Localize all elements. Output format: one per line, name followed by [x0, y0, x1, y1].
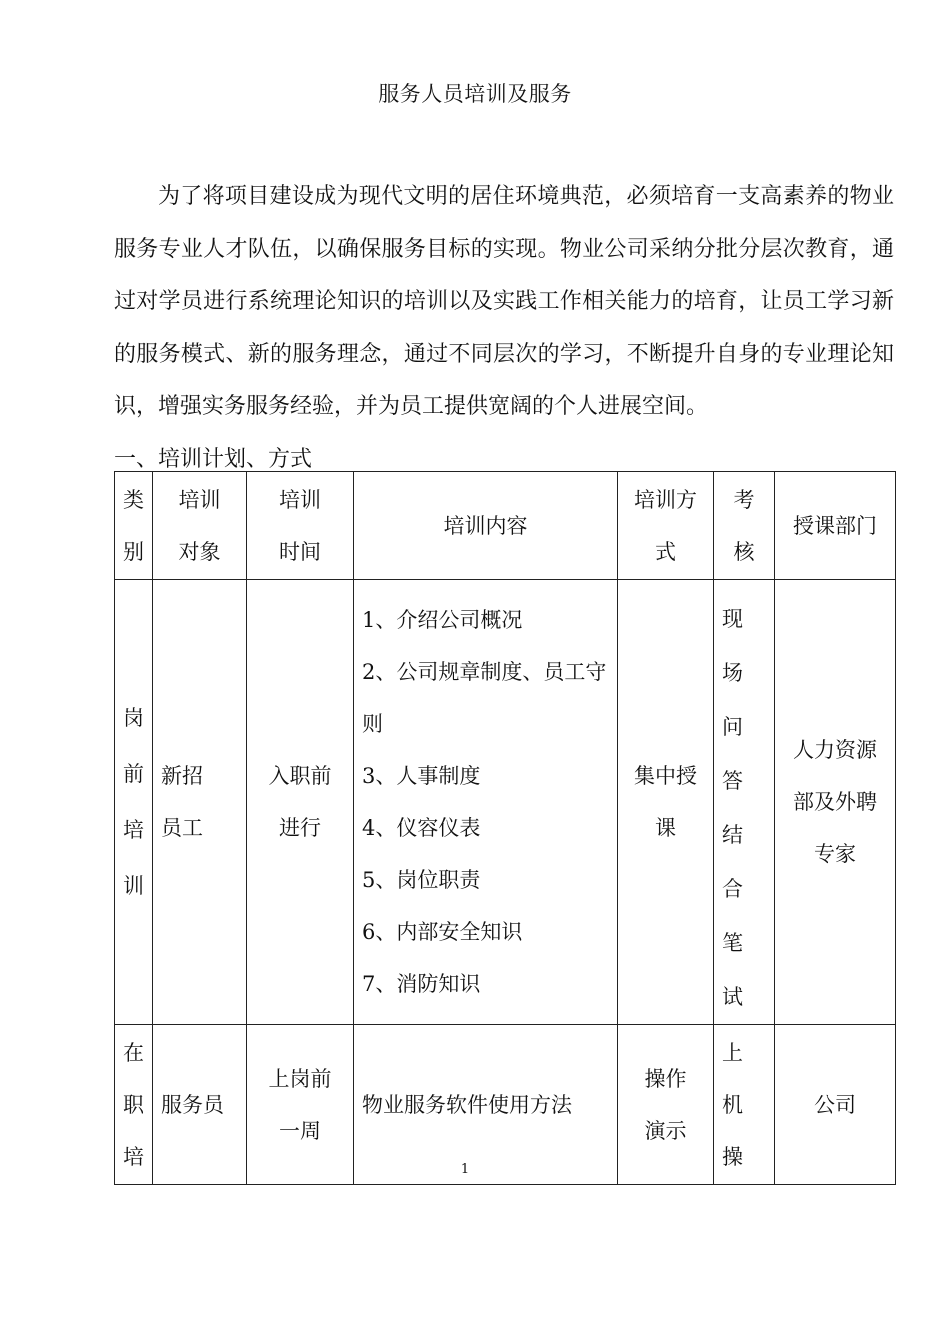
header-time: 培训 时间	[247, 472, 354, 580]
header-content: 培训内容	[354, 472, 618, 580]
cell-category: 在 职 培	[115, 1025, 153, 1185]
cell-method: 集中授 课	[618, 580, 714, 1025]
cell-method: 操作 演示	[618, 1025, 714, 1185]
cell-content	[354, 580, 618, 1025]
header-exam: 考 核	[714, 472, 775, 580]
list-item: 1、介绍公司概况	[362, 608, 523, 632]
cell-exam: 现场 问答 结合 笔试	[714, 580, 775, 1025]
content-list	[362, 594, 609, 1010]
cell-target: 服务员	[153, 1025, 247, 1185]
table-header-row	[115, 472, 896, 580]
list-item: 4、仪容仪表	[362, 816, 481, 840]
page-number: 1	[460, 1162, 470, 1177]
cell-time: 入职前 进行	[247, 580, 354, 1025]
intro-paragraph: 为了将项目建设成为现代文明的居住环境典范，必须培育一支高素养的物业服务专业人才队伍，以确保服务目标的实现。物业公司采纳分批分层次教育，通过对学员进行系统理论知识的培训以及实践工作相关能力的培育，让员工学习新的服务模式、新的服务理念，通过不同层次的学习，不断提升自身的专业理论知识，增强实务服务经验，并为员工提供宽阔的个人进展空间。	[114, 184, 894, 419]
list-item: 2、公司规章制度、员工守则	[362, 660, 607, 736]
cell-target: 新招 员工	[153, 580, 247, 1025]
header-category: 类 别	[115, 472, 153, 580]
list-item: 5、岗位职责	[362, 868, 481, 892]
header-method: 培训方 式	[618, 472, 714, 580]
table-row	[115, 1025, 896, 1185]
list-item: 7、消防知识	[362, 972, 481, 996]
list-item: 3、人事制度	[362, 764, 481, 788]
cell-category: 岗 前 培 训	[115, 580, 153, 1025]
cell-exam: 上 机 操	[714, 1025, 775, 1185]
header-dept: 授课部门	[775, 472, 896, 580]
section-heading: 一、培训计划、方式	[114, 447, 313, 472]
cell-dept: 公司	[775, 1025, 896, 1185]
table-row	[115, 580, 896, 1025]
header-target: 培训 对象	[153, 472, 247, 580]
list-item: 6、内部安全知识	[362, 920, 523, 944]
cell-content: 物业服务软件使用方法	[354, 1025, 618, 1185]
cell-time: 上岗前 一周	[247, 1025, 354, 1185]
document-title: 服务人员培训及服务	[378, 82, 572, 106]
training-plan-table	[114, 471, 896, 1185]
cell-dept: 人力资源 部及外聘 专家	[775, 580, 896, 1025]
